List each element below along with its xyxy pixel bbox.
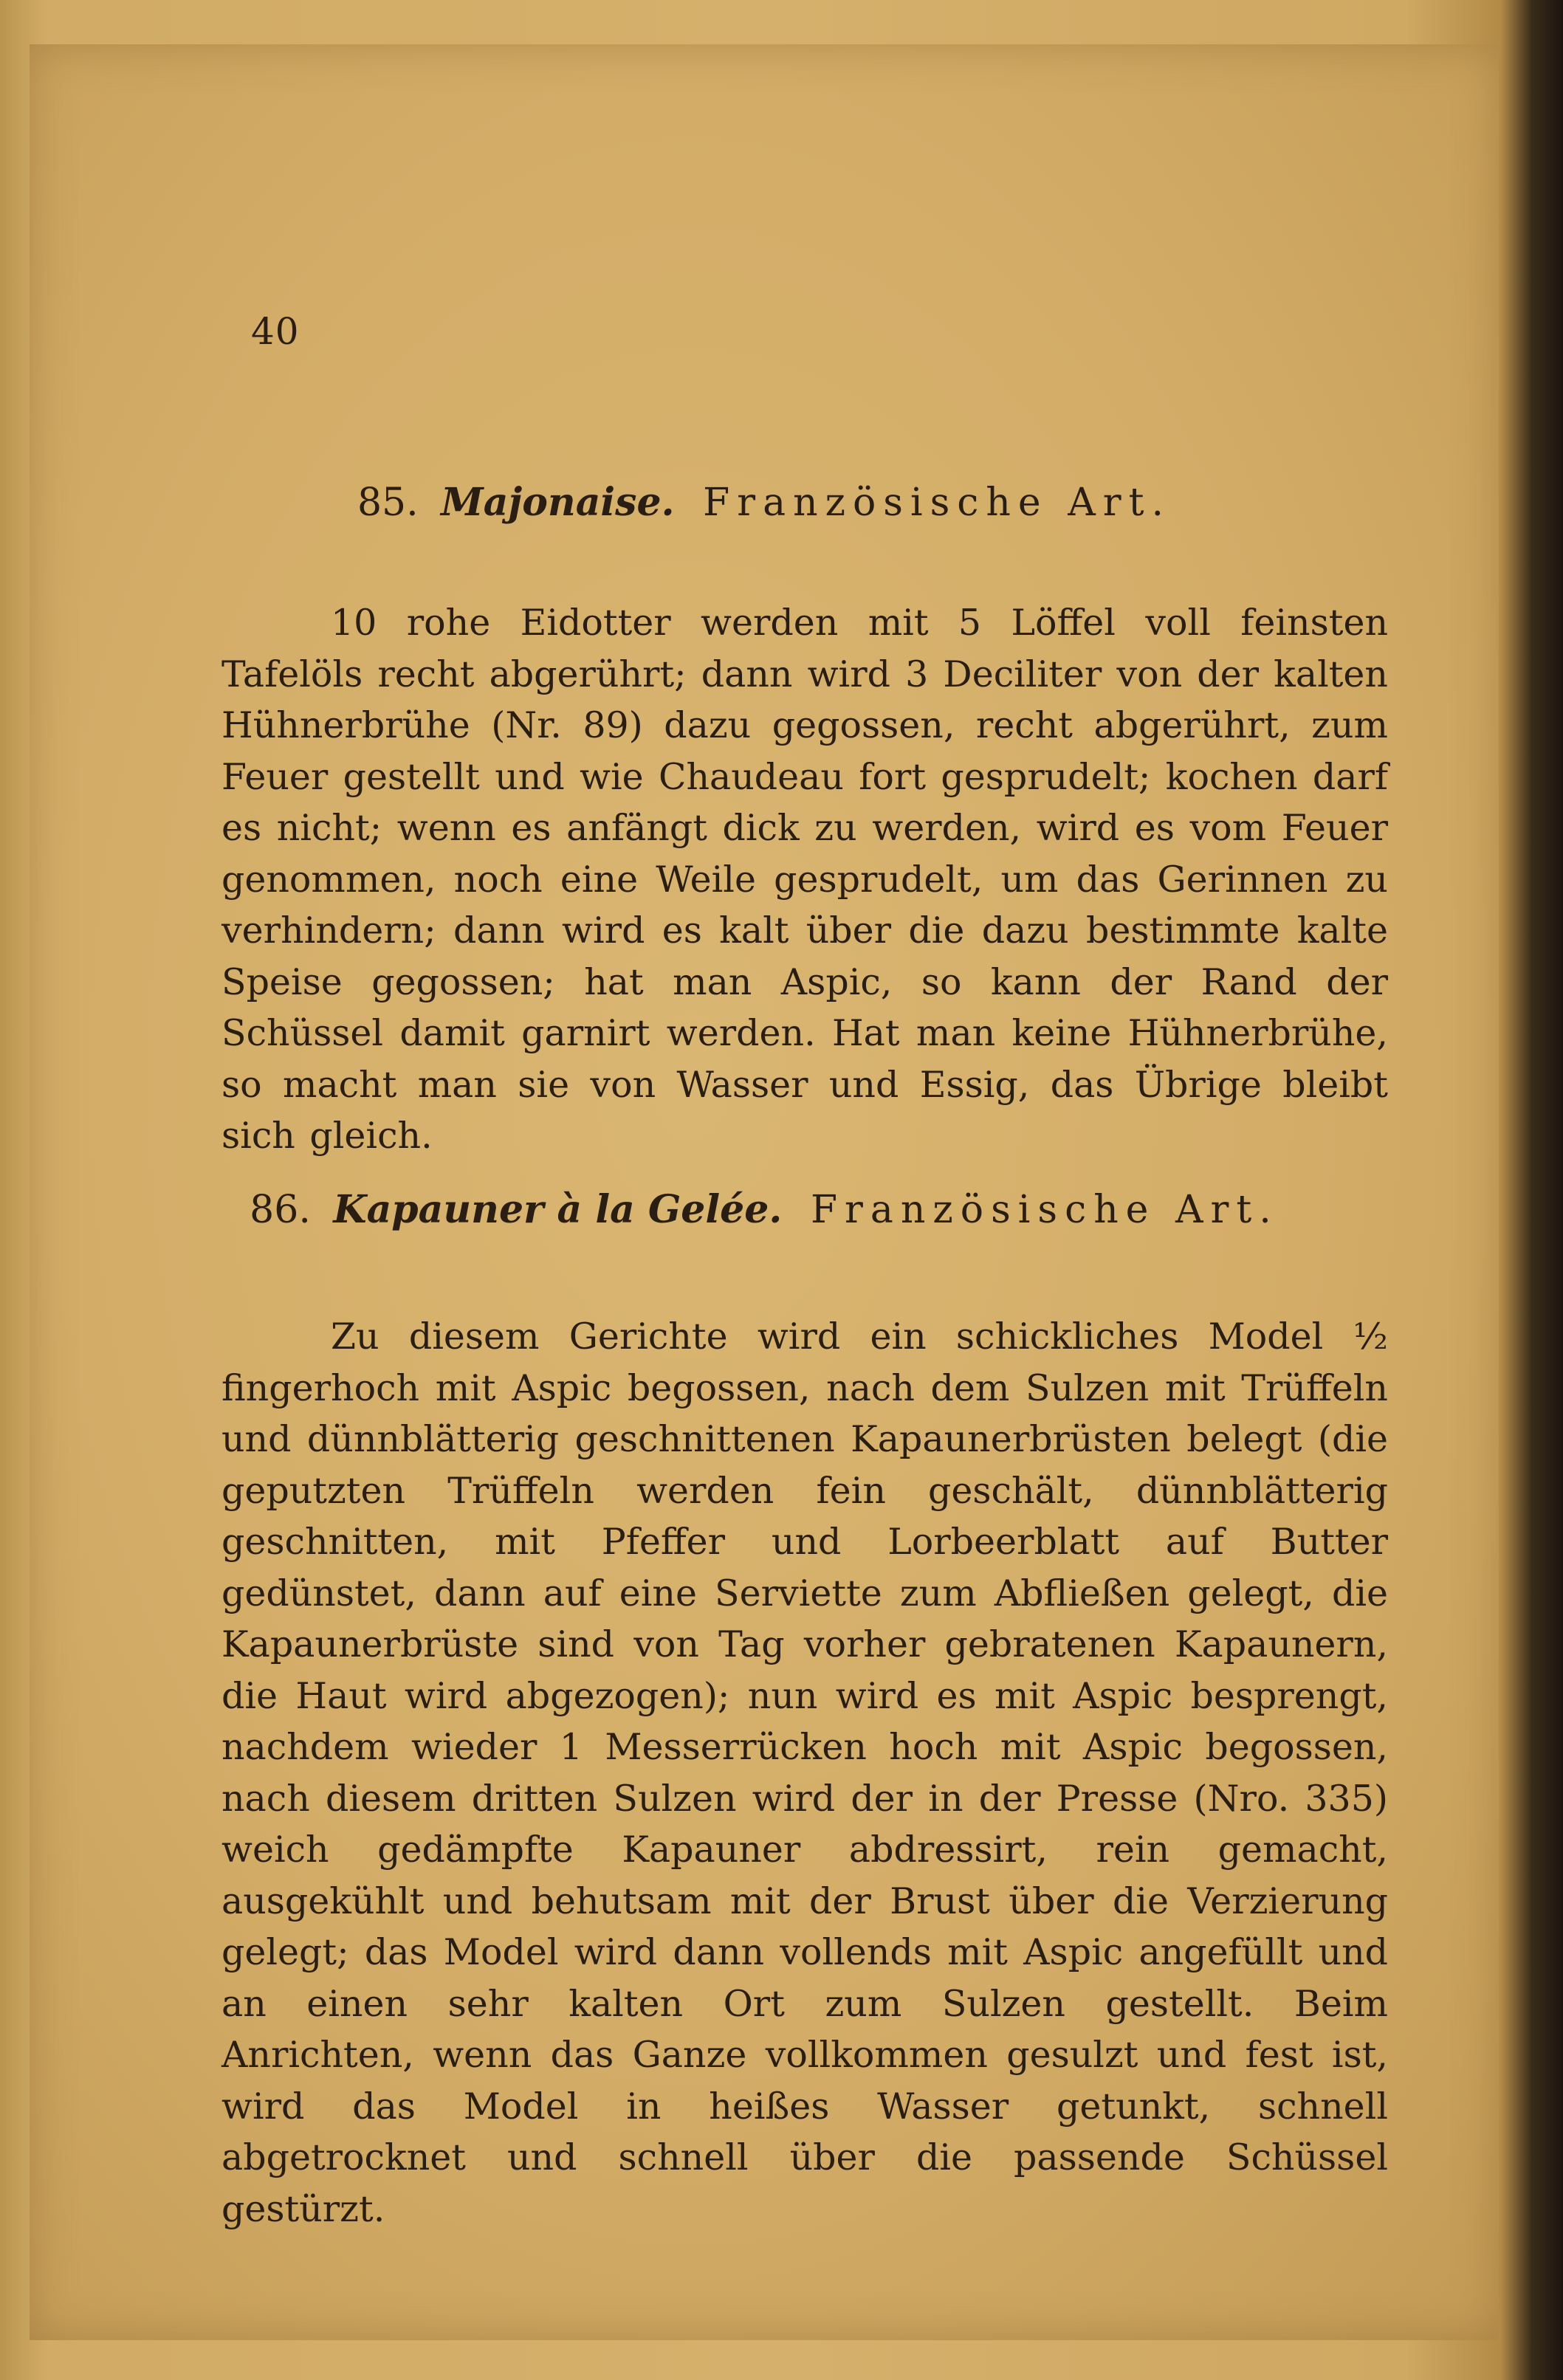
recipe-85-heading (30, 480, 1499, 525)
recipe-85-subtitle: Französische Art. (703, 481, 1172, 525)
recipe-86-subtitle: Französische Art. (810, 1188, 1279, 1232)
recipe-86-title: Kapauner à la Gelée. (333, 1187, 783, 1232)
recipe-86-body: Zu diesem Gerichte wird ein schickliches Model ½ fingerhoch mit Aspic begossen, nach dem Sulzen mit Trüffeln und dünnblätterig geschnittenen Kapaunerbrüsten belegt (die geputzten Trüffeln werden fein geschält, dünnblätterig geschnitten, mit Pfeffer und Lorbeerblatt auf Butter gedünstet, dann auf eine Serviette zum Abfließen gelegt, die Kapaunerbrüste sind von Tag vorher gebratenen Kapaunern, die Haut wird abgezogen); nun wird es mit Aspic besprengt, nachdem wieder 1 Messerrücken hoch mit Aspic begossen, nach diesem dritten Sulzen wird der in der Presse (Nro. 335) weich gedämpfte Kapauner abdressirt, rein gemacht, ausgekühlt und behutsam mit der Brust über die Verzierung gelegt; das Model wird dann vollends mit Aspic angefüllt und an einen sehr kalten Ort zum Sulzen gestellt. Beim Anrichten, wenn das Ganze vollkommen gesulzt und fest ist, wird das Model in heißes Wasser getunkt, schnell abgetrocknet und schnell über die passende Schüssel gestürzt. (221, 1315, 1388, 2230)
book-page (30, 44, 1499, 2340)
recipe-86-number: 86. (250, 1188, 311, 1232)
recipe-85-title: Majonaise. (441, 480, 675, 525)
recipe-85-number: 85. (357, 481, 419, 525)
recipe-86-heading (30, 1187, 1499, 1232)
recipe-85-body: 10 rohe Eidotter werden mit 5 Löffel voll feinsten Tafelöls recht abgerührt; dann wird 3 Deciliter von der kalten Hühnerbrühe (Nr. 89) dazu gegossen, recht abgerührt, zum Feuer gestellt und wie Chaudeau fort gesprudelt; kochen darf es nicht; wenn es anfängt dick zu werden, wird es vom Feuer genommen, noch eine Weile gesprudelt, um das Gerinnen zu verhindern; dann wird es kalt über die dazu bestimmte kalte Speise gegossen; hat man Aspic, so kann der Rand der Schüssel damit garnirt werden. Hat man keine Hühnerbrühe, so macht man sie von Wasser und Essig, das Übrige bleibt sich gleich. (221, 602, 1388, 1157)
page-number: 40 (251, 310, 300, 353)
